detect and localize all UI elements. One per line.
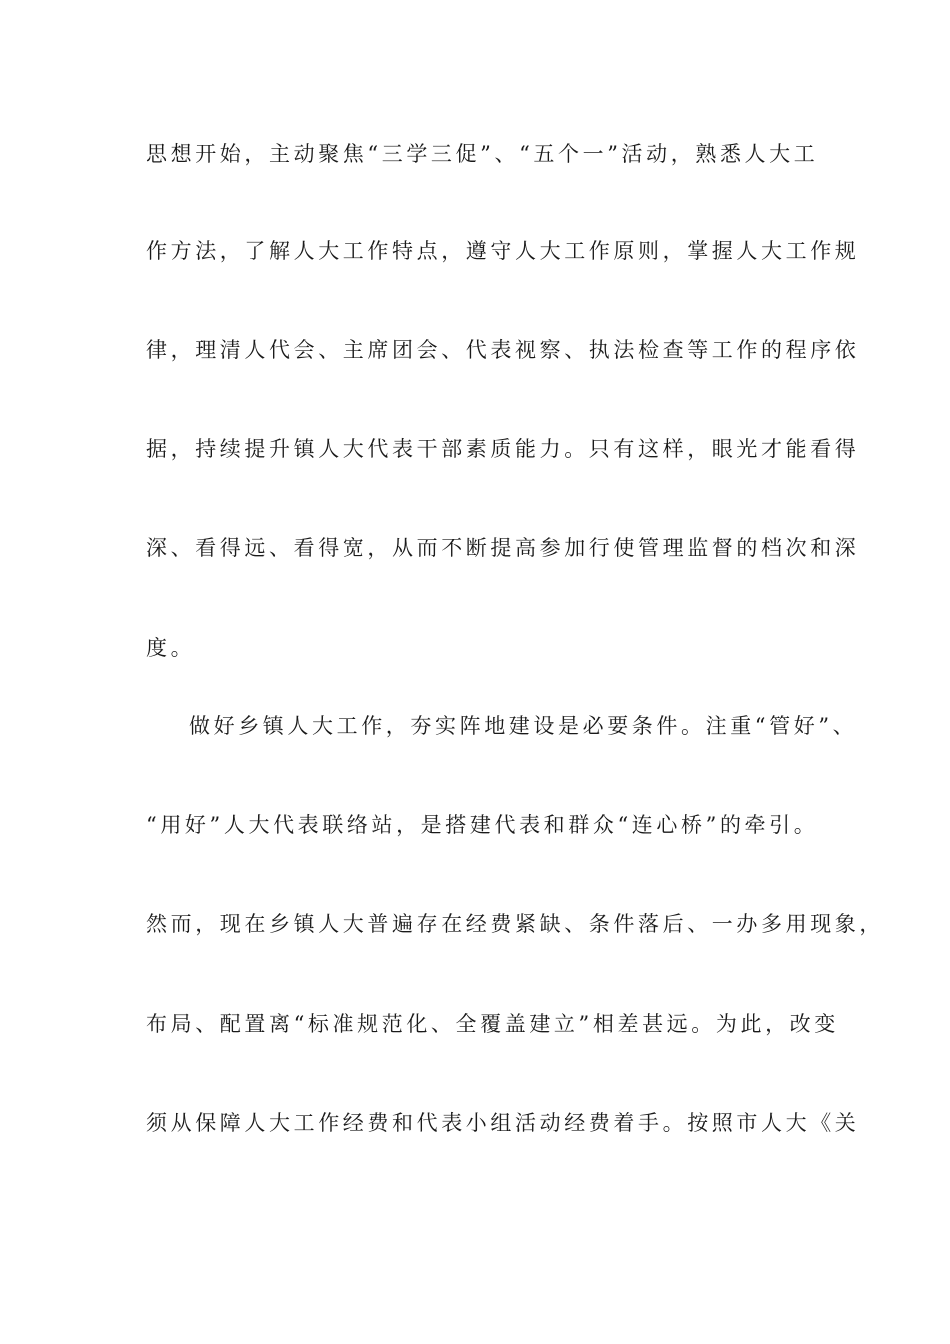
text-line: 作方法，了解人大工作特点，遵守人大工作原则，掌握人大工作规 xyxy=(146,239,860,263)
text-line: 须从保障人大工作经费和代表小组活动经费着手。按照市人大《关 xyxy=(146,1111,860,1135)
text-line: 思想开始，主动聚焦“三学三促”、“五个一”活动，熟悉人大工 xyxy=(146,142,819,166)
text-line: 布局、配置离“标准规范化、全覆盖建立”相差甚远。为此，改变 xyxy=(146,1012,839,1036)
text-line: 然而，现在乡镇人大普遍存在经费紧缺、条件落后、一办多用现象， xyxy=(146,912,884,936)
text-line: 律，理清人代会、主席团会、代表视察、执法检查等工作的程序依 xyxy=(146,338,860,362)
text-line: 度。 xyxy=(146,636,196,660)
text-line: “用好”人大代表联络站，是搭建代表和群众“连心桥”的牵引。 xyxy=(146,813,819,837)
text-line: 深、看得远、看得宽，从而不断提高参加行使管理监督的档次和深 xyxy=(146,536,860,560)
text-line: 据，持续提升镇人大代表干部素质能力。只有这样，眼光才能看得 xyxy=(146,437,860,461)
text-line: 做好乡镇人大工作，夯实阵地建设是必要条件。注重“管好”、 xyxy=(189,714,858,738)
